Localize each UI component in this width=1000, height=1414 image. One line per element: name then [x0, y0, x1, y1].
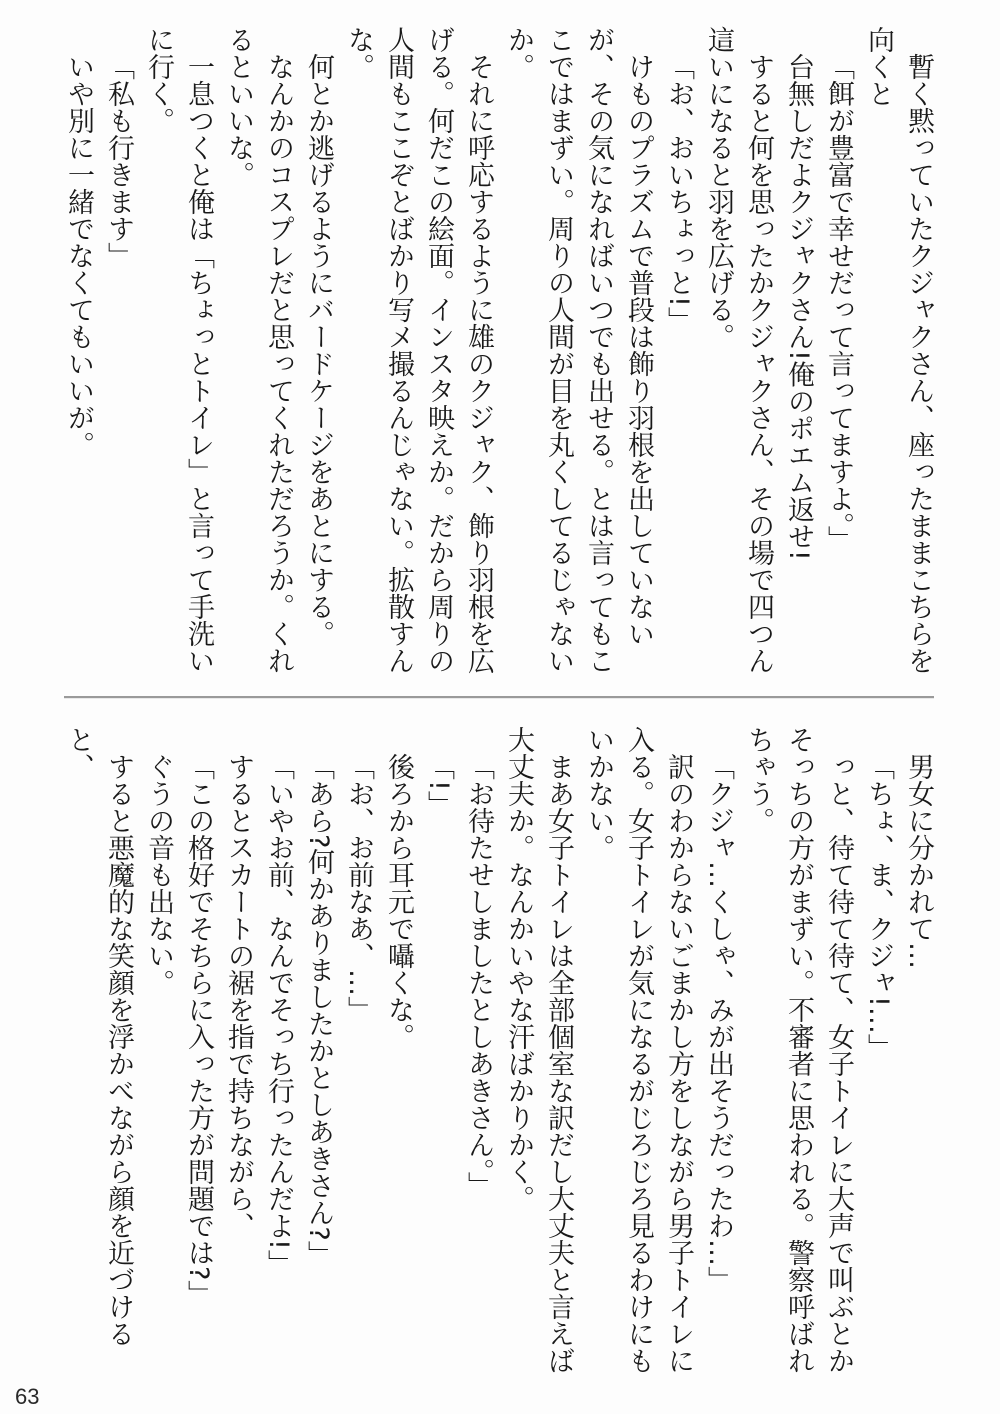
- section-divider: [64, 696, 934, 698]
- paragraph: 男女に分かれて…: [903, 753, 934, 969]
- paragraph: 「私も行きます」: [103, 53, 134, 269]
- paragraph: 暫く黙っていたクジャクさん、座ったままこちらを向くと: [863, 26, 934, 674]
- paragraph: 「お待たせしましたとしあきさん。」: [463, 753, 494, 1199]
- paragraph: けものプラズムで普段は飾り羽根を出していないが、その気になればいつでも出せる。とは言ってもここではまずい。周りの人間が目を丸くしてるじゃないか。: [503, 26, 654, 674]
- top-text-block: [58, 26, 938, 681]
- paragraph: それに呼応するように雄のクジャク、飾り羽根を広げる。何だこの絵面。インスタ映えか。だから周りの人間もここぞとばかり写メ撮るんじゃない。拡散すんな。: [343, 26, 494, 674]
- page-number: 63: [15, 1384, 40, 1409]
- paragraph: 一息つくと俺は「ちょっとトイレ」と言って手洗いに行く。: [143, 26, 214, 674]
- paragraph: っと、待て待て待て、女子トイレに大声で叫ぶとかそっちの方がまずい。不審者に思われる。警察呼ばれちゃう。: [743, 726, 854, 1374]
- paragraph: 台無しだよクジャクさん!俺のポエム返せ!: [783, 53, 814, 561]
- paragraph: ぐうの音も出ない。: [143, 753, 174, 996]
- paragraph: 「いやお前、なんでそっち行ったんだよ!」: [263, 753, 294, 1277]
- paragraph: 「餌が豊富で幸せだって言ってますよ。」: [823, 53, 854, 553]
- paragraph: すると悪魔的な笑顔を浮かべながら顔を近づけると、: [63, 726, 134, 1347]
- paragraph: 何とか逃げるようにバードケージをあとにする。: [303, 53, 334, 647]
- paragraph: まあ女子トイレは全部個室な訳だし大丈夫と言えば大丈夫か。なんかいやな汗ばかりかく。: [503, 726, 574, 1374]
- paragraph: 「お、お前なあ、…」: [343, 753, 374, 1023]
- paragraph: すると何を思ったかクジャクさん、その場で四つん這いになると羽を広げる。: [703, 26, 774, 674]
- paragraph: 訳のわからないごまかし方をしながら男子トイレに入る。女子トイレが気になるがじろじろ見るわけにもいかない。: [583, 726, 694, 1374]
- paragraph: 「お、おいちょっと!」: [663, 53, 694, 334]
- bottom-text-block: [58, 726, 938, 1381]
- paragraph: 「ちょ、ま、クジャ!…」: [863, 753, 894, 1061]
- paragraph: するとスカートの裾を指で持ちながら、: [223, 753, 254, 1239]
- paragraph: 「!」: [423, 753, 454, 818]
- paragraph: 「クジャ…くしゃ、みが出そうだったわ…」: [703, 753, 734, 1293]
- paragraph: 「この格好でそちらに入った方が問題では?」: [183, 753, 214, 1308]
- paragraph: なんかのコスプレだと思ってくれただろうか。くれるといいな。: [223, 26, 294, 674]
- paragraph: 「あら?何かありましたかとしあきさん?」: [303, 753, 334, 1268]
- paragraph: いや別に一緒でなくてもいいが。: [63, 53, 94, 458]
- paragraph: 後ろから耳元で囁くな。: [383, 753, 414, 1050]
